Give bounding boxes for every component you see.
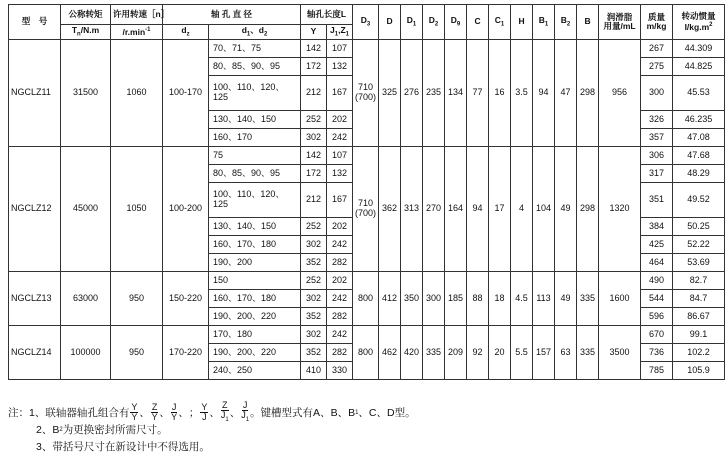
D2-cell: 300 bbox=[423, 272, 445, 326]
bore-diameters-line: 150 bbox=[213, 274, 229, 285]
length-Y-cell: 410 bbox=[301, 362, 327, 380]
grease-cell: 3500 bbox=[599, 326, 641, 380]
bore-diameters-cell bbox=[209, 308, 301, 326]
D9-cell: 134 bbox=[445, 40, 467, 147]
bore-diameters-cell bbox=[209, 58, 301, 76]
speed-cell: 1060 bbox=[111, 40, 163, 147]
mass-cell: 384 bbox=[641, 218, 673, 236]
col-D-header: D bbox=[379, 5, 401, 40]
model-cell: NGCLZ12 bbox=[9, 147, 61, 272]
B2-cell: 63 bbox=[555, 326, 577, 380]
D3-alt-value: (700) bbox=[355, 92, 377, 102]
col-Y-header: Y bbox=[301, 25, 327, 40]
mass-cell: 275 bbox=[641, 58, 673, 76]
D9-cell: 185 bbox=[445, 272, 467, 326]
col-C-header: C bbox=[467, 5, 489, 40]
H-cell: 4.5 bbox=[511, 272, 533, 326]
bore-diameters-line: 160、170、180 bbox=[213, 238, 277, 249]
col-grease-header: 润滑脂 用量/mL bbox=[599, 5, 641, 40]
col-torque-header: 公称转矩 bbox=[61, 5, 111, 25]
length-J1Z1-cell: 330 bbox=[327, 362, 353, 380]
note-3: 3、带括号尺寸在新设计中不得选用。 bbox=[36, 441, 210, 453]
D3-value: 710 bbox=[358, 82, 374, 93]
length-Y-cell: 352 bbox=[301, 308, 327, 326]
bore-diameters-line: 190、200、220 bbox=[213, 346, 277, 357]
inertia-cell: 82.7 bbox=[673, 272, 725, 290]
mass-cell: 326 bbox=[641, 111, 673, 129]
B-cell: 298 bbox=[577, 40, 599, 147]
D-cell: 362 bbox=[379, 147, 401, 272]
inertia-cell: 86.67 bbox=[673, 308, 725, 326]
col-inertia-header: 转动惯量 $I/kg.m^2$ bbox=[673, 5, 725, 40]
B-cell: 335 bbox=[577, 272, 599, 326]
length-J1Z1-cell: 242 bbox=[327, 129, 353, 147]
grease-cell: 956 bbox=[599, 40, 641, 147]
inertia-cell: 45.53 bbox=[673, 76, 725, 111]
length-J1Z1-cell: 202 bbox=[327, 218, 353, 236]
B1-cell: 104 bbox=[533, 147, 555, 272]
header-row-1 bbox=[9, 5, 725, 25]
length-J1Z1-cell: 132 bbox=[327, 58, 353, 76]
H-cell: 5.5 bbox=[511, 326, 533, 380]
bore-diameters-cell bbox=[209, 326, 301, 344]
combo-Y-Y: $\frac{Y}{Y}$ bbox=[131, 402, 138, 422]
bore-diameters-cell bbox=[209, 111, 301, 129]
col-D9-header: $D_9$ bbox=[445, 5, 467, 40]
mass-cell: 317 bbox=[641, 165, 673, 183]
col-D3-header: $D_3$ bbox=[353, 5, 379, 40]
length-J1Z1-cell: 242 bbox=[327, 236, 353, 254]
bore-diameters-line: 80、85、90、95 bbox=[213, 60, 281, 71]
length-Y-cell: 302 bbox=[301, 129, 327, 147]
mass-cell: 425 bbox=[641, 236, 673, 254]
col-D2-header: $D_2$ bbox=[423, 5, 445, 40]
length-Y-cell: 252 bbox=[301, 272, 327, 290]
col-model-header: 型 号 bbox=[9, 5, 61, 40]
combo-J-Y: $\frac{J}{Y}$ bbox=[171, 402, 178, 422]
C-cell: 77 bbox=[467, 40, 489, 147]
D3-alt-value: (700) bbox=[355, 208, 377, 218]
inertia-cell: 49.52 bbox=[673, 183, 725, 218]
H-cell: 3.5 bbox=[511, 40, 533, 147]
speed-cell: 950 bbox=[111, 326, 163, 380]
length-J1Z1-cell: 107 bbox=[327, 40, 353, 58]
D9-cell: 164 bbox=[445, 147, 467, 272]
length-Y-cell: 142 bbox=[301, 40, 327, 58]
bore-diameters-line: 130、140、150 bbox=[213, 113, 277, 124]
inertia-cell: 105.9 bbox=[673, 362, 725, 380]
D1-cell: 276 bbox=[401, 40, 423, 147]
D3-value: 710 bbox=[358, 198, 374, 209]
speed-cell: 950 bbox=[111, 272, 163, 326]
D-cell: 412 bbox=[379, 272, 401, 326]
bore-diameters-cell bbox=[209, 344, 301, 362]
inertia-cell: 53.69 bbox=[673, 254, 725, 272]
mass-cell: 357 bbox=[641, 129, 673, 147]
inertia-cell: 52.22 bbox=[673, 236, 725, 254]
col-speed-unit: $/r.\min^{-1}$ bbox=[111, 25, 163, 40]
H-cell: 4 bbox=[511, 147, 533, 272]
length-J1Z1-cell: 132 bbox=[327, 165, 353, 183]
mass-cell: 490 bbox=[641, 272, 673, 290]
table-row bbox=[9, 147, 725, 165]
inertia-cell: 47.08 bbox=[673, 129, 725, 147]
note-1: 注：1、联轴器轴孔组合有 $\frac{Y}{Y}$ 、 $\frac{Z}{Y}$ 、 $\frac{J}{Y}$ 、 ； $\frac{Y}{J}$ 、 $\frac{Z}{J_1}$ 、 $\frac{J}{J_1}$ 。键槽型式有A、B、B 1 、C、D型。 bbox=[8, 399, 416, 423]
C1-cell: 20 bbox=[489, 326, 511, 380]
mass-cell: 267 bbox=[641, 40, 673, 58]
length-J1Z1-cell: 242 bbox=[327, 290, 353, 308]
bore-diameters-cell bbox=[209, 165, 301, 183]
length-J1Z1-cell: 282 bbox=[327, 344, 353, 362]
D3-cell bbox=[353, 40, 379, 147]
col-J1Z1-header: $J_1,Z_1$ bbox=[327, 25, 353, 40]
bore-diameters-cell bbox=[209, 236, 301, 254]
bore-diameter-group-header: 轴 孔 直 径 bbox=[163, 5, 301, 25]
dz-cell: 100-200 bbox=[163, 147, 209, 272]
mass-cell: 464 bbox=[641, 254, 673, 272]
torque-cell: 45000 bbox=[61, 147, 111, 272]
D-cell: 462 bbox=[379, 326, 401, 380]
mass-cell: 736 bbox=[641, 344, 673, 362]
B1-cell: 157 bbox=[533, 326, 555, 380]
bore-diameters-line: 75 bbox=[213, 149, 224, 160]
B-cell: 335 bbox=[577, 326, 599, 380]
model-cell: NGCLZ13 bbox=[9, 272, 61, 326]
length-Y-cell: 172 bbox=[301, 58, 327, 76]
inertia-cell: 48.29 bbox=[673, 165, 725, 183]
B-cell: 298 bbox=[577, 147, 599, 272]
length-Y-cell: 142 bbox=[301, 147, 327, 165]
length-Y-cell: 172 bbox=[301, 165, 327, 183]
D2-cell: 270 bbox=[423, 147, 445, 272]
length-Y-cell: 302 bbox=[301, 326, 327, 344]
length-Y-cell: 352 bbox=[301, 254, 327, 272]
bore-diameters-cell bbox=[209, 147, 301, 165]
D1-cell: 420 bbox=[401, 326, 423, 380]
length-J1Z1-cell: 167 bbox=[327, 183, 353, 218]
length-Y-cell: 212 bbox=[301, 76, 327, 111]
combo-Y-J: $\frac{Y}{J}$ bbox=[201, 402, 208, 422]
inertia-cell: 99.1 bbox=[673, 326, 725, 344]
col-D1-header: $D_1$ bbox=[401, 5, 423, 40]
mass-cell: 670 bbox=[641, 326, 673, 344]
mass-cell: 306 bbox=[641, 147, 673, 165]
bore-diameters-line: 240、250 bbox=[213, 364, 253, 375]
bore-diameters-line: 100、110、120、 bbox=[213, 82, 285, 93]
bore-length-group-header: 轴孔长度L bbox=[301, 5, 353, 25]
table-row bbox=[9, 40, 725, 58]
length-Y-cell: 302 bbox=[301, 236, 327, 254]
inertia-cell: 102.2 bbox=[673, 344, 725, 362]
length-Y-cell: 252 bbox=[301, 111, 327, 129]
dz-cell: 100-170 bbox=[163, 40, 209, 147]
col-C1-header: $C_1$ bbox=[489, 5, 511, 40]
bore-diameters-cell bbox=[209, 290, 301, 308]
inertia-cell: 44.309 bbox=[673, 40, 725, 58]
bore-diameters-cell bbox=[209, 272, 301, 290]
bore-diameters-cell bbox=[209, 362, 301, 380]
combo-Z-Y: $\frac{Z}{Y}$ bbox=[151, 402, 158, 422]
inertia-cell: 50.25 bbox=[673, 218, 725, 236]
D2-cell: 335 bbox=[423, 326, 445, 380]
D1-cell: 350 bbox=[401, 272, 423, 326]
torque-cell: 31500 bbox=[61, 40, 111, 147]
col-B-header: B bbox=[577, 5, 599, 40]
model-cell: NGCLZ11 bbox=[9, 40, 61, 147]
D3-cell bbox=[353, 326, 379, 380]
bore-diameters-line: 190、200、220 bbox=[213, 310, 277, 321]
table-body bbox=[9, 40, 725, 380]
bore-diameters-cell bbox=[209, 254, 301, 272]
col-speed-header: 许用转速［n］ bbox=[111, 5, 163, 25]
D9-cell: 209 bbox=[445, 326, 467, 380]
C1-cell: 18 bbox=[489, 272, 511, 326]
length-J1Z1-cell: 282 bbox=[327, 308, 353, 326]
length-J1Z1-cell: 107 bbox=[327, 147, 353, 165]
length-J1Z1-cell: 202 bbox=[327, 111, 353, 129]
coupling-spec-table bbox=[8, 4, 725, 380]
B2-cell: 49 bbox=[555, 272, 577, 326]
col-B1-header: $B_1$ bbox=[533, 5, 555, 40]
length-J1Z1-cell: 282 bbox=[327, 254, 353, 272]
dz-cell: 170-220 bbox=[163, 326, 209, 380]
length-J1Z1-cell: 167 bbox=[327, 76, 353, 111]
bore-diameters-cell bbox=[209, 76, 301, 111]
bore-diameters-cell bbox=[209, 40, 301, 58]
D3-cell bbox=[353, 272, 379, 326]
C-cell: 88 bbox=[467, 272, 489, 326]
table-row bbox=[9, 326, 725, 344]
length-Y-cell: 352 bbox=[301, 344, 327, 362]
bore-diameters-line: 80、85、90、95 bbox=[213, 167, 281, 178]
bore-diameters-line: 190、200 bbox=[213, 256, 253, 267]
C-cell: 92 bbox=[467, 326, 489, 380]
table-row bbox=[9, 272, 725, 290]
col-d1d2-header: $d_1$、$d_2$ bbox=[209, 25, 301, 40]
inertia-cell: 46.235 bbox=[673, 111, 725, 129]
length-Y-cell: 212 bbox=[301, 183, 327, 218]
bore-diameters-cell bbox=[209, 218, 301, 236]
bore-diameters-line: 125 bbox=[213, 92, 229, 102]
note-2: 2、B 2 为更换密封所需尺寸。 bbox=[36, 424, 168, 436]
inertia-cell: 84.7 bbox=[673, 290, 725, 308]
B2-cell: 47 bbox=[555, 40, 577, 147]
torque-cell: 100000 bbox=[61, 326, 111, 380]
model-cell: NGCLZ14 bbox=[9, 326, 61, 380]
C-cell: 94 bbox=[467, 147, 489, 272]
col-mass-header: 质量 m/kg bbox=[641, 5, 673, 40]
bore-diameters-line: 160、170 bbox=[213, 131, 253, 142]
length-J1Z1-cell: 242 bbox=[327, 326, 353, 344]
B1-cell: 113 bbox=[533, 272, 555, 326]
length-Y-cell: 252 bbox=[301, 218, 327, 236]
mass-cell: 596 bbox=[641, 308, 673, 326]
col-H-header: H bbox=[511, 5, 533, 40]
D3-value: 800 bbox=[358, 346, 374, 357]
bore-diameters-line: 160、170、180 bbox=[213, 292, 277, 303]
D3-value: 800 bbox=[358, 292, 374, 303]
combo-J-J1: $\frac{J}{J_1}$ bbox=[241, 399, 250, 423]
dz-cell: 150-220 bbox=[163, 272, 209, 326]
C1-cell: 17 bbox=[489, 147, 511, 272]
bore-diameters-line: 70、71、75 bbox=[213, 42, 262, 53]
C1-cell: 16 bbox=[489, 40, 511, 147]
mass-cell: 300 bbox=[641, 76, 673, 111]
combo-Z-J1: $\frac{Z}{J_1}$ bbox=[220, 399, 229, 423]
col-dz-header: $d_z$ bbox=[163, 25, 209, 40]
B1-cell: 94 bbox=[533, 40, 555, 147]
grease-cell: 1320 bbox=[599, 147, 641, 272]
bore-diameters-line: 170、180 bbox=[213, 328, 253, 339]
D-cell: 325 bbox=[379, 40, 401, 147]
speed-cell: 1050 bbox=[111, 147, 163, 272]
torque-cell: 63000 bbox=[61, 272, 111, 326]
mass-cell: 544 bbox=[641, 290, 673, 308]
length-J1Z1-cell: 202 bbox=[327, 272, 353, 290]
bore-diameters-line: 100、110、120、 bbox=[213, 189, 285, 200]
mass-cell: 785 bbox=[641, 362, 673, 380]
col-torque-unit: $T_n/N.m$ bbox=[61, 25, 111, 40]
bore-diameters-cell bbox=[209, 129, 301, 147]
D1-cell: 313 bbox=[401, 147, 423, 272]
inertia-cell: 47.68 bbox=[673, 147, 725, 165]
inertia-cell: 44.825 bbox=[673, 58, 725, 76]
D3-cell bbox=[353, 147, 379, 272]
notes-block bbox=[8, 399, 416, 455]
bore-diameters-line: 125 bbox=[213, 199, 229, 209]
D2-cell: 235 bbox=[423, 40, 445, 147]
bore-diameters-line: 130、140、150 bbox=[213, 220, 277, 231]
B2-cell: 49 bbox=[555, 147, 577, 272]
grease-cell: 1600 bbox=[599, 272, 641, 326]
length-Y-cell: 302 bbox=[301, 290, 327, 308]
col-B2-header: $B_2$ bbox=[555, 5, 577, 40]
mass-cell: 351 bbox=[641, 183, 673, 218]
bore-diameters-cell bbox=[209, 183, 301, 218]
